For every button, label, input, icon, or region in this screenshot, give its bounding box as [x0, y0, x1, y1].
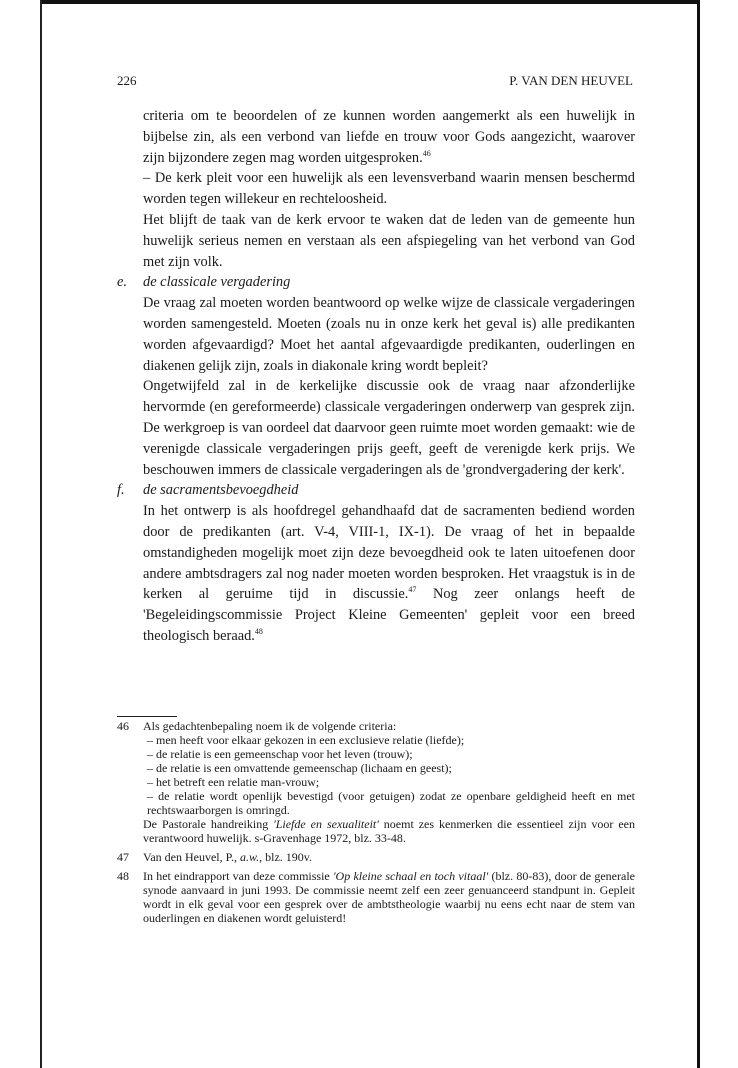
running-head-author: P. VAN DEN HEUVEL [509, 73, 633, 88]
footnote-number: 48 [117, 869, 129, 883]
paragraph: De vraag zal moeten worden beantwoord op welke wijze de classicale vergaderingen worden samengesteld. Moeten (zoals nu in onze kerk het geval is) alle predikanten worden afgevaardigd? Moet het aantal afgevaardigde predikanten, ouderlingen en diakenen gelijk zijn, zoals in diakonale kring wordt bepleit? [143, 295, 635, 374]
footnote-46 [117, 719, 635, 845]
cited-abbrev: a.w. [239, 850, 260, 864]
footnote-ref-46: 46 [422, 148, 431, 158]
section-label: e. [117, 274, 127, 291]
running-header [117, 73, 633, 89]
section-heading-e [117, 272, 635, 293]
criteria-item: – men heeft voor elkaar gekozen in een exclusieve relatie (liefde); [147, 733, 465, 747]
footnote-closing: De Pastorale handreiking 'Liefde en sexualiteit' noemt zes kenmerken die essentieel zijn voor een verantwoord huwelijk. s-Gravenhage 1972, blz. 33-48. [143, 817, 635, 845]
scan-border-top [40, 0, 700, 4]
criteria-item: – de relatie wordt openlijk bevestigd (voor getuigen) zodat ze openbare geldigheid heeft en met rechtswaarborgen is omringd. [147, 789, 635, 817]
paragraph: In het ontwerp is als hoofdregel gehandhaafd dat de sacramenten bediend worden door de predikanten (art. V-4, VIII-1, IX-1). De vraag of het in bepaalde omstandigheden mogelijk moet zijn deze bevoegdheid ook te laten uitoefenen door andere ambtsdragers zal nog nader moeten worden besproken. Het vraagstuk is in de kerken al geruime tijd in discussie.$^{47}$ Nog zeer onlangs heeft de 'Begeleidingscommissie Project Kleine Gemeenten' gepleit voor een breed theologisch beraad.$^{48}$ [143, 503, 635, 644]
section-title: de classicale vergadering [143, 274, 291, 291]
page-number: 226 [117, 73, 137, 88]
footnote-intro: Als gedachtenbepaling noem ik de volgende criteria: [143, 719, 397, 733]
footnote-number: 47 [117, 850, 129, 864]
footnotes [117, 719, 635, 930]
cited-title: 'Op kleine schaal en toch vitaal' [332, 869, 489, 883]
paragraph: – De kerk pleit voor een huwelijk als een levensverband waarin mensen beschermd worden tegen willekeur en rechteloosheid. [143, 170, 635, 208]
footnote-47 [117, 850, 635, 864]
footnote-48 [117, 869, 635, 925]
scan-border-left [40, 0, 42, 1068]
footnote-ref-47: 47 [408, 585, 417, 595]
criteria-item: – de relatie is een gemeenschap voor het leven (trouw); [147, 747, 413, 761]
scan-border-right [697, 0, 700, 1068]
footnote-ref-48: 48 [254, 626, 263, 636]
footnote-text: Van den Heuvel, P., a.w., blz. 190v. [143, 850, 312, 864]
paragraph: Ongetwijfeld zal in de kerkelijke discussie ook de vraag naar afzonderlijke hervormde (en gereformeerde) classicale vergaderingen onderwerp van gesprek zijn. De werkgroep is van oordeel dat daarvoor geen ruimte moet worden gemaakt: wie de verenigde classicale vergaderingen prijs geeft, geeft de verenigde kerk prijs. We beschouwen immers de classicale vergaderingen als de 'grondvergadering der kerk'. [143, 378, 635, 478]
footnote-divider [117, 716, 177, 717]
section-heading-f [117, 480, 635, 501]
paragraph: criteria om te beoordelen of ze kunnen worden aangemerkt als een huwelijk in bijbelse zin, als een verbond van liefde en trouw voor Gods aangezicht, waarover zijn bijzondere zegen mag worden uitgesproken.$^{46}$ [143, 108, 635, 166]
criteria-item: – het betreft een relatie man-vrouw; [147, 775, 320, 789]
footnote-number: 46 [117, 719, 129, 733]
body-text [117, 106, 635, 647]
cited-title: 'Liefde en sexualiteit' [273, 817, 379, 831]
paragraph: Het blijft de taak van de kerk ervoor te waken dat de leden van de gemeente hun huwelijk serieus nemen en verstaan als een afspiegeling van het verbond van God met zijn volk. [143, 211, 635, 270]
section-title: de sacramentsbevoegdheid [143, 482, 299, 499]
section-label: f. [117, 482, 125, 499]
footnote-text: In het eindrapport van deze commissie 'Op kleine schaal en toch vitaal' (blz. 80-83), door de generale synode aanvaard in juni 1993. De commissie neemt zelf een zeer genuanceerd standpunt in. Gepleit wordt in elk geval voor een gesprek over de ambtstheologie waarbij nu eens echt naar de stem van ouderlingen en diakenen wordt geluisterd! [143, 869, 635, 925]
criteria-item: – de relatie is een omvattende gemeenschap (lichaam en geest); [147, 761, 452, 775]
